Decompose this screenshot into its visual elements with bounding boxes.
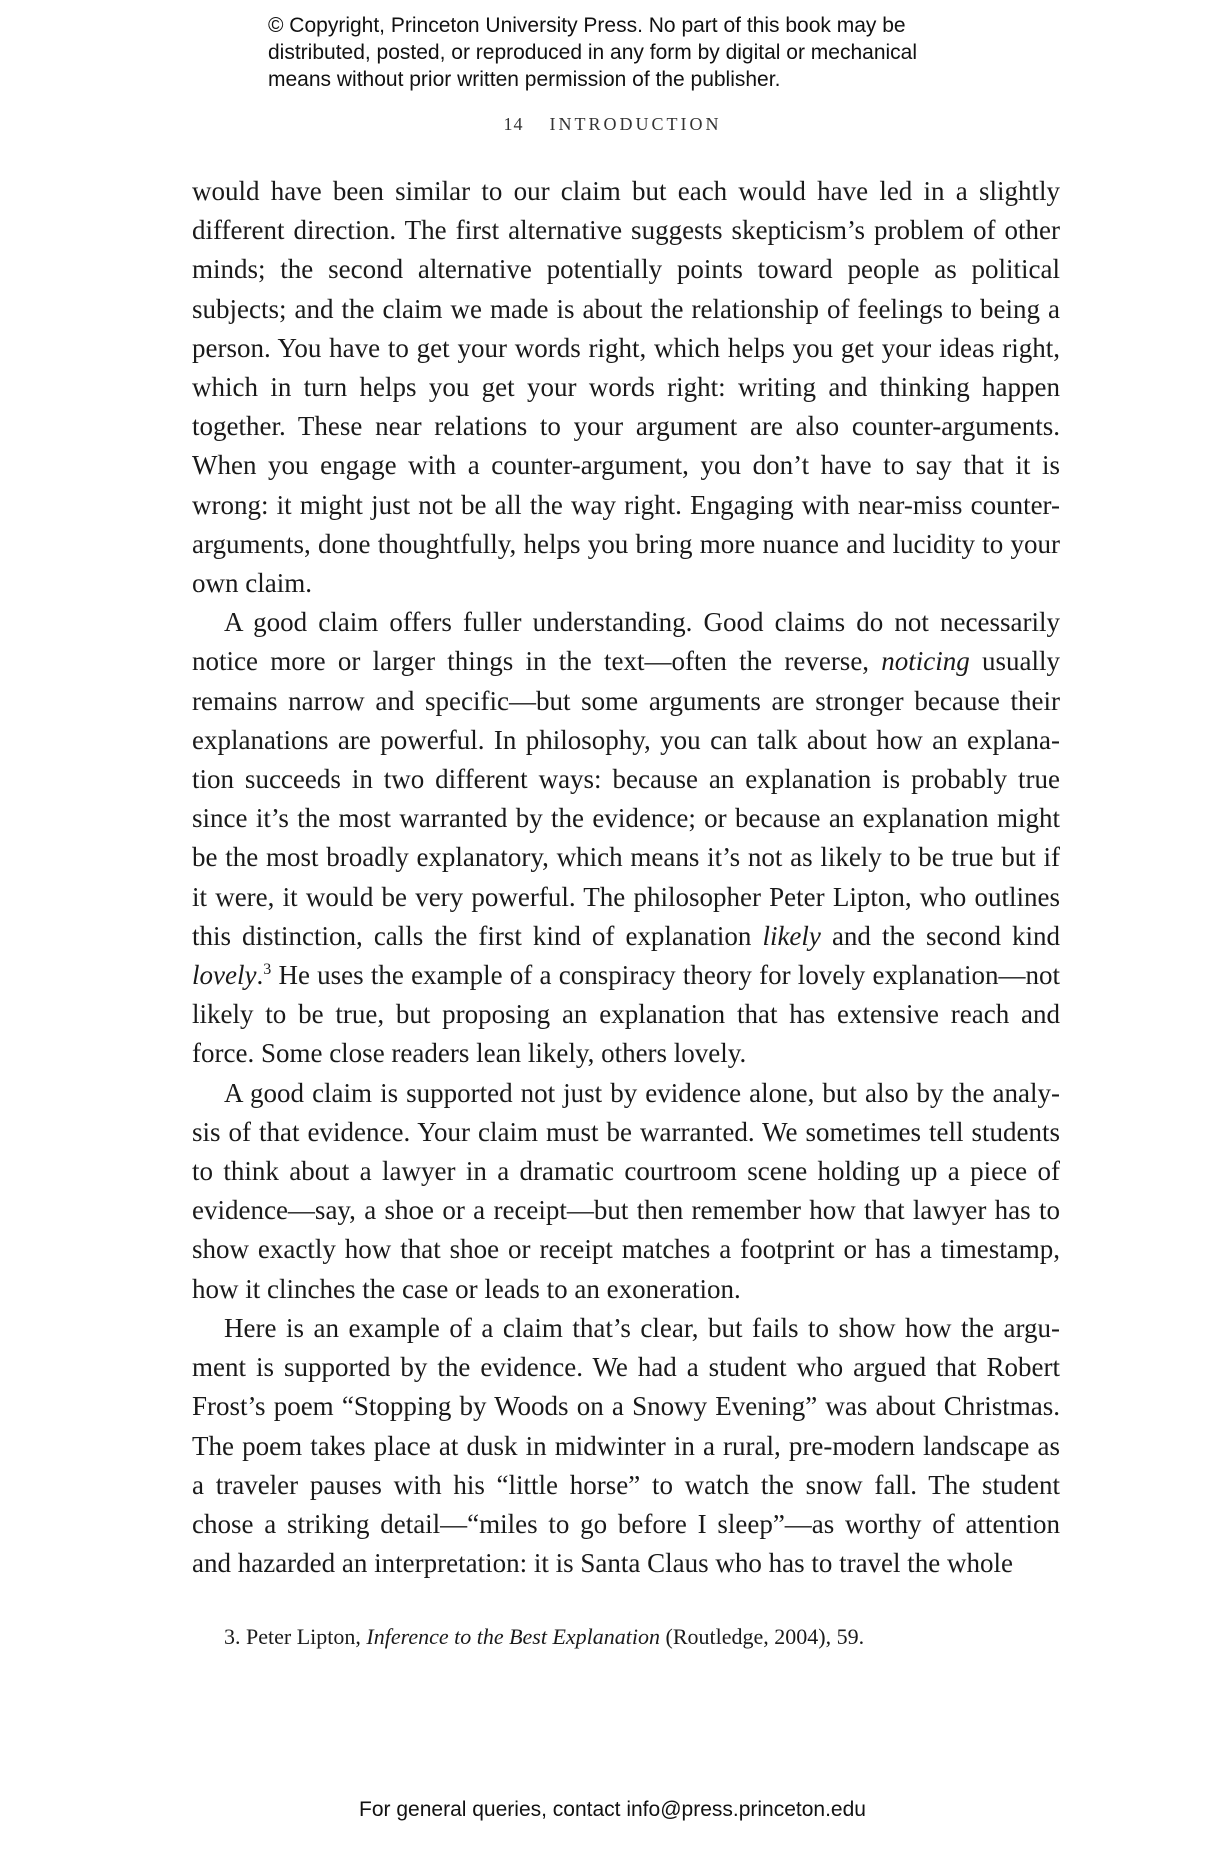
paragraph-2 — [192, 603, 1060, 1073]
footnote-publication: (Routledge, 2004), 59. — [665, 1624, 865, 1649]
paragraph-2-period: . — [256, 960, 264, 991]
paragraph-4: Here is an example of a claim that’s clear, but fails to show how the argument is supported by the evidence. We had a student who argued that Robert Frost’s poem “Stopping by Woods on a Snowy Evening” was about Christmas. The poem takes place at dusk in midwinter in a rural, pre-modern landscape as a traveler pauses with his “little horse” to watch the snow fall. The student chose a striking detail—“miles to go before I sleep”—as worthy of attention and hazarded an interpretation: it is Santa Claus who has to travel the whole — [192, 1312, 1060, 1579]
copyright-line-1: © Copyright, Princeton University Press. No part of this book may be — [268, 14, 906, 37]
section-title: INTRODUCTION — [549, 114, 722, 134]
footnote-reference[interactable]: 3 — [263, 961, 272, 979]
footer-contact: For general queries, contact info@press.princeton.edu — [359, 1798, 866, 1821]
paragraph-2-italic-likely: likely — [762, 920, 821, 951]
running-head — [0, 114, 1225, 135]
copyright-line-2: distributed, posted, or reproduced in any form by digital or mechanical — [268, 41, 918, 64]
paragraph-1: would have been similar to our claim but each would have led in a slightly different direction. The first alternative suggests skepticism’s problem of other minds; the second alternative potentially points toward people as political subjects; and the claim we made is about the relationship of feelings to being a person. You have to get your words right, which helps you get your ideas right, which in turn helps you get your words right: writing and thinking happen together. These near relations to your argument are also counter-arguments. When you engage with a counter-argument, you don’t have to say that it is wrong: it might just not be all the way right. Engaging with near-miss counter-arguments, done thoughtfully, helps you bring more nuance and lucidity to your own claim. — [192, 176, 1060, 599]
footnote-book-title: Inference to the Best Explanation — [366, 1624, 661, 1649]
copyright-line-3: means without prior written permission of the publisher. — [268, 68, 781, 91]
paragraph-3: A good claim is supported not just by evidence alone, but also by the analysis of that evidence. Your claim must be warranted. We sometimes tell students to think about a lawyer in a dramatic courtroom scene holding up a piece of evidence—say, a shoe or a receipt—but then remember how that lawyer has to show exactly how that shoe or receipt matches a footprint or has a timestamp, how it clinches the case or leads to an exoneration. — [192, 1077, 1060, 1304]
footnote-author: Peter Lipton, — [246, 1624, 361, 1649]
paragraph-2-italic-lovely: lovely — [192, 960, 257, 991]
paragraph-2-part-a: A good claim offers fuller understanding. Good claims do not necessarily notice more or larger things in the text—often the reverse, — [192, 607, 1060, 677]
copyright-notice — [268, 12, 1028, 93]
paragraph-2-part-d: He uses the example of a conspiracy theory for lovely explanation—not likely to be true, but proposing an explanation that has extensive reach and force. Some close readers lean likely, others lovely. — [192, 960, 1060, 1069]
body-text — [192, 172, 1060, 1583]
footnote — [224, 1622, 1060, 1652]
footnote-number: 3. — [224, 1624, 241, 1649]
paragraph-2-italic-noticing: noticing — [881, 646, 970, 677]
page-number: 14 — [503, 114, 524, 134]
paragraph-2-part-b: usually remains narrow and specific—but some arguments are stronger because their explanations are powerful. In philosophy, you can talk about how an explanation succeeds in two different ways: because an explanation is probably true since it’s the most warranted by the evidence; or because an explanation might be the most broadly explanatory, which means it’s not as likely to be true but if it were, it would be very powerful. The philosopher Peter Lipton, who outlines this distinction, calls the first kind of explanation — [192, 646, 1060, 951]
paragraph-2-part-c: and the second kind — [820, 920, 1060, 951]
